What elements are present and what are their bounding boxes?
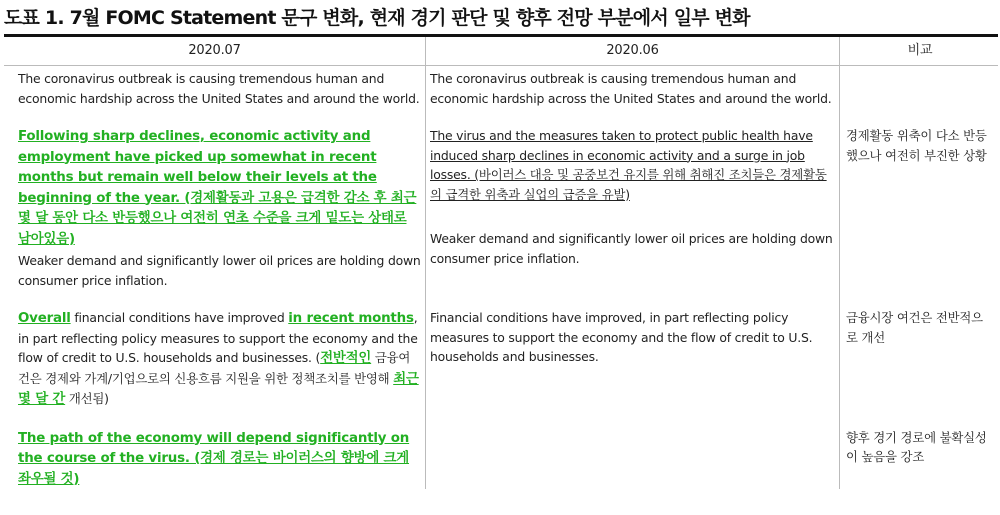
table-row (4, 410, 998, 490)
row3-2020-07: Weaker demand and significantly lower oil prices are holding down consumer price inflation. (4, 249, 426, 290)
header-2020-06: 2020.06 (426, 37, 840, 66)
row5-comparison: 향후 경기 경로에 불확실성이 높음을 강조 (846, 429, 987, 464)
table-row (4, 290, 998, 410)
header-comparison: 비교 (840, 37, 999, 66)
header-2020-07: 2020.07 (4, 37, 426, 66)
row4-2020-07: Overall financial conditions have improved in recent months, in part reflecting policy measures to support the economy and the flow of credit to U.S. households and businesses. (전반적인 금융여건은 경제와 가계/기업으로의 신용흐름 지원을 위한 정책조치를 반영해 최근 몇 달 간 개선됨) (4, 290, 426, 410)
row2-2020-06: The virus and the measures taken to protect public health have induced sharp declines in economic activity and a surge in job losses. (바이러스 대응 및 공중보건 유지를 위해 취해진 조치들은 경제활동의 급격한 위축과 실업의 급증을 유발) (430, 128, 827, 202)
table-row (4, 66, 998, 109)
row4-comparison: 금융시장 여건은 전반적으로 개선 (846, 310, 983, 345)
row3-comparison (840, 249, 999, 290)
row5-2020-06 (426, 410, 840, 490)
table-row (4, 108, 998, 249)
table-header-row (4, 37, 998, 66)
row1-2020-07: The coronavirus outbreak is causing tremendous human and economic hardship across the United States and around the world. (4, 66, 426, 109)
row1-2020-06: The coronavirus outbreak is causing tremendous human and economic hardship across the United States and around the world. (426, 66, 840, 109)
row1-comparison (840, 66, 999, 109)
table-row (4, 249, 998, 290)
row3-2020-06: Weaker demand and significantly lower oil prices are holding down consumer price inflation. (430, 231, 833, 266)
row5-2020-07: The path of the economy will depend significantly on the course of the virus. (경제 경로는 바이러스의 향방에 크게 좌우될 것) (18, 430, 410, 487)
document-title: 도표 1. 7월 FOMC Statement 문구 변화, 현재 경기 판단 및 향후 전망 부분에서 일부 변화 (4, 7, 750, 29)
row2-comparison: 경제활동 위축이 다소 반등했으나 여전히 부진한 상황 (846, 128, 987, 163)
comparison-table (4, 37, 998, 489)
row4-2020-06: Financial conditions have improved, in part reflecting policy measures to support the economy and the flow of credit to U.S. households and businesses. (426, 290, 840, 410)
row2-2020-07: Following sharp declines, economic activity and employment have picked up somewhat in recent months but remain well below their levels at the beginning of the year. (경제활동과 고용은 급격한 감소 후 최근 몇 달 동안 다소 반등했으나 여전히 연초 수준을 크게 밑도는 상태로 남아있음) (18, 129, 417, 247)
